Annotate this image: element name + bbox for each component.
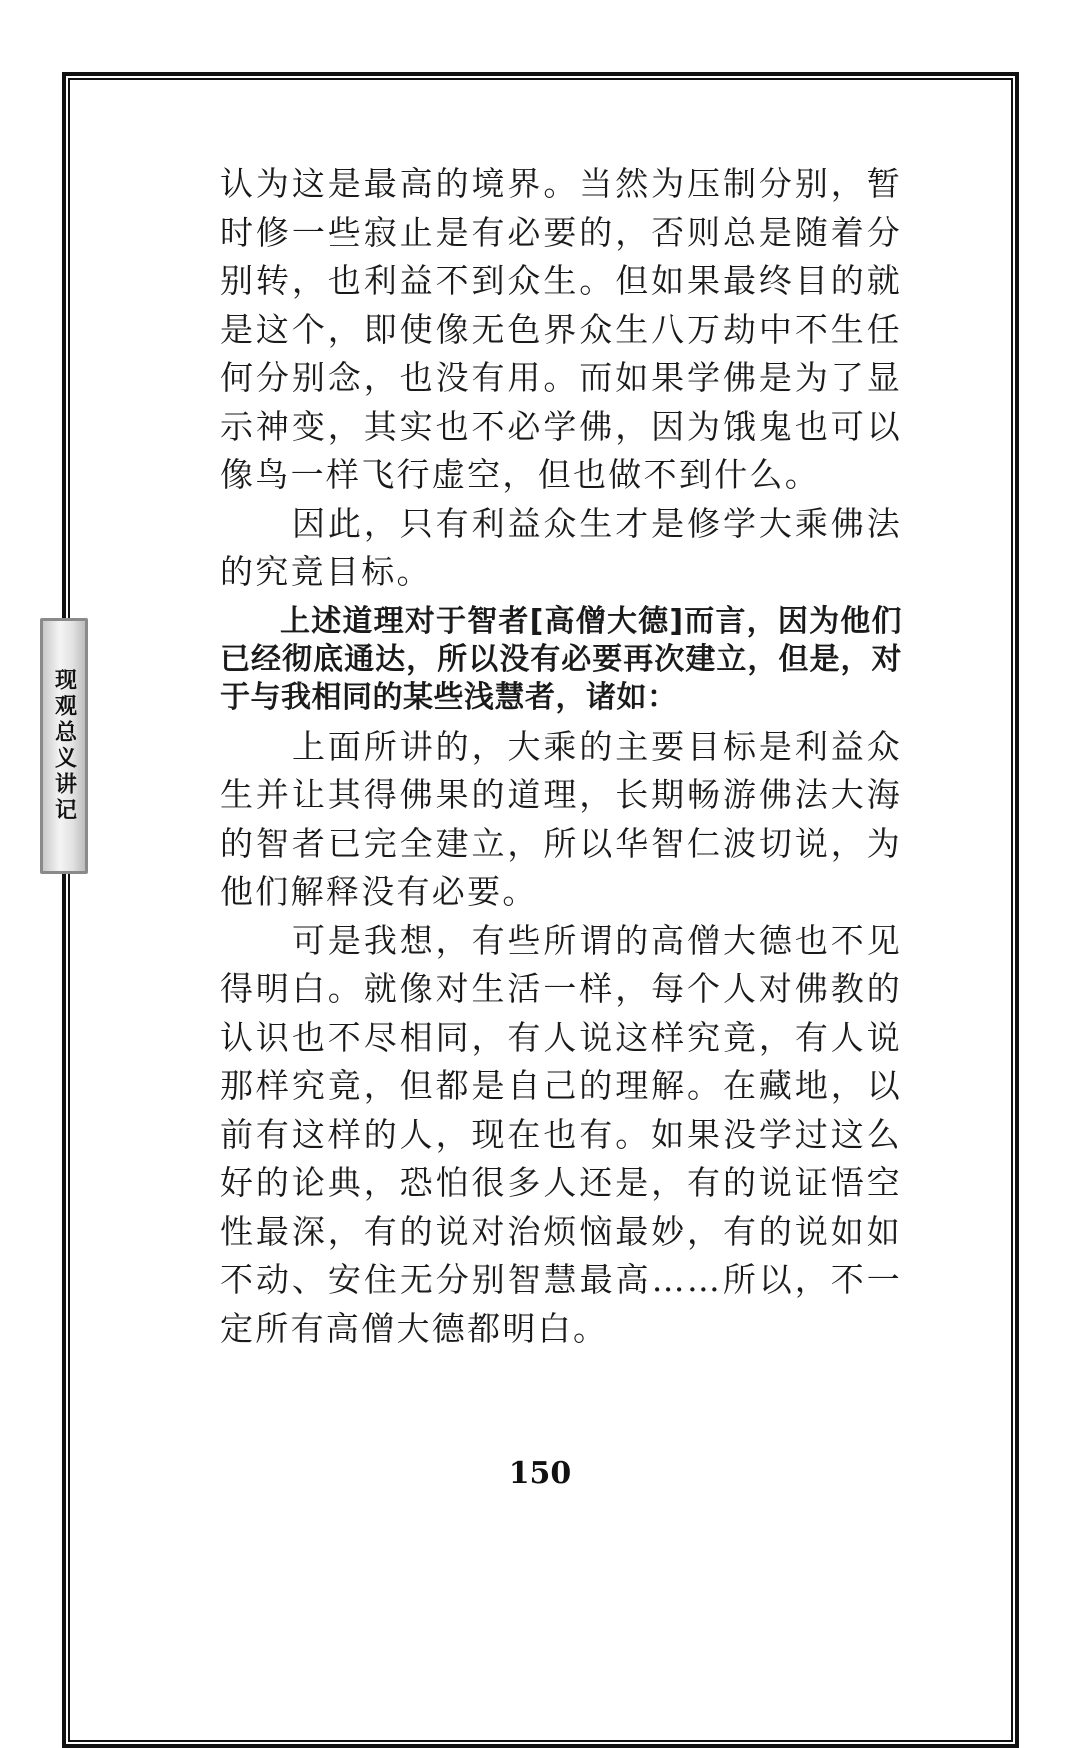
paragraph-2: 因此，只有利益众生才是修学大乘佛法的究竟目标。 <box>220 503 902 591</box>
paragraph-1: 认为这是最高的境界。当然为压制分别，暂时修一些寂止是有必要的，否则总是随着分别转，也利益不到众生。但如果最终目的就是这个，即使像无色界众生八万劫中不生任何分别念，也没有用。而如果学佛是为了显示神变，其实也不必学佛，因为饿鬼也可以像鸟一样飞行虚空，但也做不到什么。 <box>220 164 902 494</box>
page-number: 150 <box>508 1456 572 1491</box>
paragraph-4: 可是我想，有些所谓的高僧大德也不见得明白。就像对生活一样，每个人对佛教的认识也不尽相同，有人说这样究竟，有人说那样究竟，但都是自己的理解。在藏地，以前有这样的人，现在也有。如果没学过这么好的论典，恐怕很多人还是，有的说证悟空性最深，有的说对治烦恼最妙，有的说如如不动、安住无分别智慧最高……所以，不一定所有高僧大德都明白。 <box>220 920 902 1348</box>
paragraph-3: 上面所讲的，大乘的主要目标是利益众生并让其得佛果的道理，长期畅游佛法大海的智者已完全建立，所以华智仁波切说，为他们解释没有必要。 <box>220 726 902 911</box>
body-text <box>220 160 902 1353</box>
root-text: 上述道理对于智者[高僧大德]而言，因为他们已经彻底通达，所以没有必要再次建立，但是，对于与我相同的某些浅慧者，诸如： <box>220 603 902 715</box>
side-tab-title: 现观总义讲记 <box>51 668 77 824</box>
side-tab <box>40 618 88 874</box>
